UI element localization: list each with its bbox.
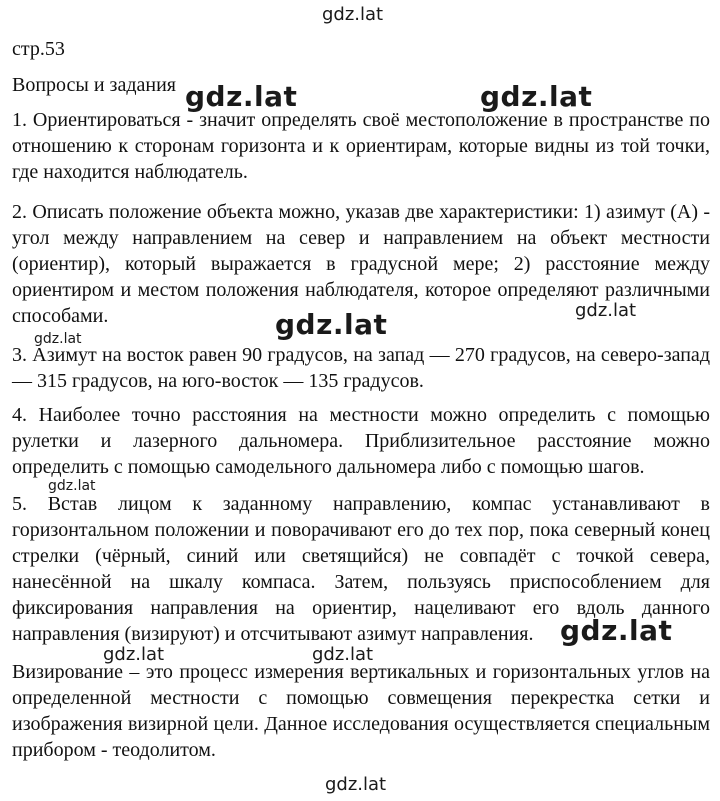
answer-5: 5. Встав лицом к заданному направлению, компас устанавливают в горизонтальном положении и поворачивают его до тех пор, пока северный конец стрелки (чёрный, синий или светящийся) не совпадёт с точкой севера, нанесённой на шкалу компаса. Затем, пользуясь приспособлением для фиксирования направления на ориентир, нацеливают его вдоль данного направления (визируют) и отсчитывают азимут направления. [12,493,710,645]
section-heading: Вопросы и задания [12,74,176,96]
answer-4: 4. Наиболее точно расстояния на местности можно определить с помощью рулетки и лазерного дальномера. Приблизительное расстояние можно определить с помощью самодельного дальномера либо с помощью шагов. [12,404,710,478]
watermark: gdz.lat [325,774,387,795]
page-number: стр.53 [12,38,65,60]
watermark: gdz.lat [34,331,82,347]
watermark: gdz.lat [312,644,374,665]
watermark: gdz.lat [103,644,165,665]
watermark: gdz.lat [322,4,384,25]
watermark: gdz.lat [275,308,388,341]
watermark: gdz.lat [48,478,96,494]
watermark: gdz.lat [560,614,673,647]
answer-2: 2. Описать положение объекта можно, указав две характеристики: 1) азимут (А) - угол между направлением на север и направлением на объект местности (ориентир), который выражается в градусной мере; 2) расстояние между ориентиром и местом положения наблюдателя, которое определяют различными способами. [12,201,710,327]
answer-3: 3. Азимут на восток равен 90 градусов, на запад — 270 градусов, на северо-запад — 315 градусов, на юго-восток — 135 градусов. [12,344,710,392]
watermark: gdz.lat [185,80,298,113]
watermark: gdz.lat [480,80,593,113]
watermark: gdz.lat [575,300,637,321]
sighting-definition: Визирование – это процесс измерения вертикальных и горизонтальных углов на определенной местности с помощью совмещения перекрестка сетки и изображения визирной цели. Данное исследования осуществляется специальным прибором - теодолитом. [12,661,710,761]
answer-1: 1. Ориентироваться - значит определять своё местоположение в пространстве по отношению к сторонам горизонта и к ориентирам, которые видны из той точки, где находится наблюдатель. [12,109,710,183]
